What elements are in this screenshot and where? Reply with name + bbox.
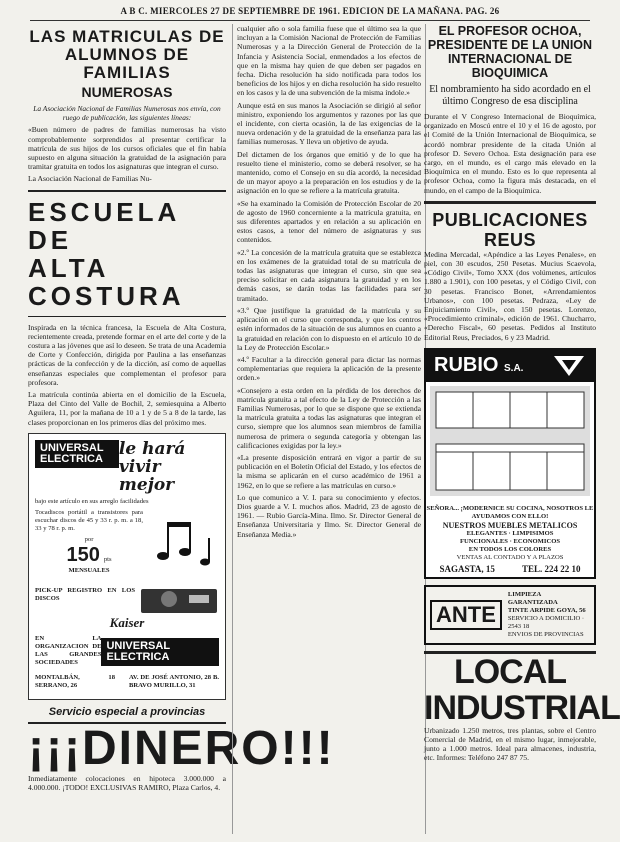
kaiser-brand: Kaiser (109, 614, 145, 630)
rubio-phone: TEL. 224 22 10 (521, 563, 581, 574)
universal-electrica-ad (28, 433, 226, 700)
article-paragraph: «La presente disposición entrará en vigor a partir de su publicación en el Boletín Oficial del Estado, y los efectos de la misma se aplicarán en el curso académico de 1961 a 1962, en lo que se refiere a las matrículas en curso.» (237, 452, 421, 490)
ante-line-2: TINTE ARPIDE GOYA, 56 (507, 606, 586, 614)
reus-headline: PUBLICACIONES REUS (424, 201, 596, 250)
ante-line-4: ENVIOS DE PROVINCIAS (507, 630, 584, 638)
music-notes-icon (149, 512, 219, 572)
article-paragraph: cualquier año o sola familia fuese que el último sea la que incluyan a la Comisión Nacional de Protección de Familias Numerosas y a la Dirección General de Protección de la Infancia y Asistencia Social, enmendados a los efectos de que en la misma hay quien de que deben ser pagados en fecha. Dicha resolución ha sido notificada para todos los beneficios de los hijos y en dicha resolución ha sido resuelto en los casos y la de una subvención de la misma índole.» (237, 24, 421, 98)
page-header: A B C. MIERCOLES 27 DE SEPTIEMBRE DE 1961. EDICION DE LA MAÑANA. PAG. 26 (30, 6, 590, 21)
universal-logo-2: UNIVERSAL ELECTRICA (101, 638, 219, 666)
rubio-line-6: VENTAS AL CONTADO Y A PLAZOS (456, 553, 564, 561)
escuela-title-2: ALTA COSTURA (28, 252, 185, 311)
universal-logo: UNIVERSAL ELECTRICA (35, 440, 119, 468)
escuela-title-1: ESCUELA DE (28, 196, 180, 255)
rubio-title (426, 350, 594, 382)
servicio-provincias: Servicio especial a provincias (48, 705, 206, 718)
article-paragraph: Del dictamen de los órganos que emitió y de lo que ha resuelto tiene el ministerio, como se deberá resolver, se ha mantenido, como el Consejo en su día acordó, la necesidad de un mayor apoyo a la preparación en los estudios y de la asignación en lo que se refiere a la matrícula gratuita. (237, 149, 421, 196)
ante-logo: ANTE (430, 600, 502, 630)
rubio-line-2: NUESTROS MUEBLES METALICOS (442, 520, 578, 530)
matriculas-lead: La Asociación Nacional de Familias Numerosas nos envía, con ruego de publicación, las siguientes líneas: (33, 104, 221, 123)
rubio-sa: S.A. (504, 363, 524, 375)
ad-org: EN LA ORGANIZACION DE LAS GRANDES SOCIEDADES (35, 634, 102, 666)
rubio-logo: RUBIO (434, 354, 499, 377)
ad-price-block (35, 536, 143, 575)
ad-slogan: le hará vivir mejor (118, 438, 186, 495)
rubio-line-4: FUNCIONALES · ECONOMICOS (459, 537, 561, 545)
ante-line-3: SERVICIO A DOMICILIO · 2543 18 (507, 614, 585, 630)
ochoa-paragraph: Durante el V Congreso Internacional de Bioquímica, organizado en Moscú entre el 10 y el 16 de agosto, por el Comité de la Unión Internacional de Bioquímica, se acordó nombrar presidente de la citada Unión al profesor D. Severo Ochoa. Esta designación para ese cargo, en el mundo, es el cargo más elevado en la Bioquímica en el mundo. Esto es lo que representa al profesor Ochoa, como la figura más destacada, en el mundo, en el campo de la Bioquímica. (424, 112, 596, 195)
ochoa-subheadline: El nombramiento ha sido acordado en el último Congreso de esa disciplina (429, 84, 591, 107)
article-paragraph: «4.º Facultar a la dirección general para dictar las normas complementarias que requiera la aplicación de la presente orden.» (237, 354, 421, 383)
rubio-ad (424, 348, 596, 579)
local-headline: LOCAL INDUSTRIAL (424, 652, 620, 727)
ad-tocadiscos: Tocadiscos portátil a transistores para escuchar discos de 45 y 33 r. p. m. a 18, 33 y 78 r. p. m. (35, 508, 143, 532)
ad-pick-up: PICK-UP REGISTRO EN LOS DISCOS (35, 587, 135, 603)
ochoa-headline: EL PROFESOR OCHOA, PRESIDENTE DE LA UNION INTERNACIONAL DE BIOQUIMICA (427, 24, 593, 80)
ad-address-2: AV. DE JOSÉ ANTONIO, 28 B. BRAVO MURILLO, 31 (129, 673, 219, 689)
rubio-emblem-icon (552, 354, 586, 378)
ad-price: 150 (66, 543, 100, 566)
ad-price-suffix: pts (103, 555, 112, 563)
ad-price-unit: MENSUALES (68, 566, 110, 574)
ante-line-1: LIMPIEZA GARANTIZADA (507, 590, 558, 606)
matriculas-paragraph: «Buen número de padres de familias numerosas ha visto comprobablemente sorprendidos al presentar certificar la matrícula de sus hijos de los cursos oficiales que el fin había supuesto en alguna situación la gratuidad de la asignación para tramitar gratuita en todos los asignaturas que integran el curso. (28, 125, 226, 172)
reus-text: Medina Mercadal, «Apéndice a las Leyes Penales», en piel, con 30 escudos, 250 Pesetas. Mucius Scaevola, «Código Civil», Tomo XXX (dos volúmenes, artículos 1.880 a 1.901), con 100 pesetas, y el Código Civil, con 30 pesetas. Francisco Bonet, «Arrendamientos Urbanos», con 100 pesetas. Pedraza, «Ley de Enjuiciamiento Civil», con 150 pesetas. Lorenzo, «Procedimiento criminal», edición de 1961. Chucharro, «Derecho Fiscal», 60 pesetas. Pedidos al Instituto Editorial Reus, Preciados, 6 y 23 Madrid. (424, 249, 596, 342)
article-paragraph: Lo que comunico a V. I. para su conocimiento y efectos. Dios guarde a V. I. muchos años. Madrid, 23 de agosto de 1961. — Rubio García-Mina. Ilmo. Sr. Director General de Enseñanza Universitaria y Ilmo. Sr. Director General de Enseñanza Media.» (237, 492, 421, 539)
column-middle (232, 24, 426, 834)
rubio-address: SAGASTA, 15 (439, 563, 495, 574)
ad-address-1: MONTALBÁN, 18 SERRANO, 26 (35, 673, 115, 689)
ad-text: bajo este artículo en sus arreglo facilidades (35, 497, 149, 505)
ad-price-por: por (84, 535, 94, 543)
column-right (424, 24, 620, 834)
article-paragraph: Aunque está en sus manos la Asociación se dirigió al señor ministro, exponiendo los argumentos y razones por las que el incidente, con cierta ocasión, la de las exigencias de la nueva ordenación y de la gratuidad de la enseñanza para las familias numerosas. Y lleva un objetivo de ayuda. (237, 100, 421, 147)
article-paragraph: «2.º La concesión de la matrícula gratuita que se establezca en los exámenes de la gratuidad total de su matrícula de todas las asignaturas que integran el curso, sin que sea preciso solicitar en cada asignatura la gratuidad y en los demás casos, se darán todas las facilidades para ser tramitado. (237, 247, 421, 303)
ante-ad (424, 585, 596, 645)
article-paragraph: «Se ha examinado la Comisión de Protección Escolar de 20 de agosto de 1960 concerniente a la matrícula gratuita, en sus diferentes apartados y en relación a su aplicación en estos casos, a tenor del número de asignaturas y sus contenidos. (237, 198, 421, 245)
rubio-line-1: SEÑORA... ¡MODERNICE SU COCINA, NOSOTROS LE AYUDAMOS CON ELLO! (426, 504, 594, 520)
matriculas-headline-2: NUMEROSAS (81, 84, 173, 100)
escuela-headline (28, 190, 226, 317)
kitchen-furniture-image (430, 386, 590, 496)
rubio-line-5: EN TODOS LOS COLORES (468, 545, 552, 553)
escuela-paragraph: La matrícula continúa abierta en el domicilio de la Escuela, Plaza del Cinto del Valle de Bochil, 2, semiesquina a Alberto Aguilera, 11, por la mañana de 10 a 1 y de 5 a 8 de la tarde, las clases proporcionan en los primeros días del próximo mes. (28, 390, 226, 427)
local-text: Urbanizado 1.250 metros, tres plantas, sobre el Centro Comercial de Madrid, en el mismo lugar, inmejorable, junto a 1.000 metros. Ideal para almacenes, industria, etc. Informes: Teléfono 247 87 75. (424, 725, 596, 763)
escuela-paragraph: Inspirada en la técnica francesa, la Escuela de Alta Costura, recientemente creada, pretende formar en el arte del corte y de la costura a las jóvenes que así lo deseen. Se trata de una Academia de Corte y Confección, dirigida por Paulina a las enseñanzas prácticas de la confección y de la dicción, así como de aquellas enseñanzas especiales que complementan el profesor para profesora. (28, 322, 226, 387)
article-paragraph: «Consejero a esta orden en la pérdida de los derechos de matrícula gratuita a tal efecto de la Ley de Protección a las Familias Numerosas, por lo que se dispone que se extienda la matrícula gratuita a todas las asignaturas que integran el curso, siempre que los alumnos sean miembros de familia numerosa de primera o segunda categoría y obtengan las calificaciones exigidas por la ley.» (237, 385, 421, 450)
matriculas-paragraph: La Asociación Nacional de Familias Nu- (28, 174, 152, 184)
article-paragraph: «3.º Que justifique la gratuidad de la matrícula y su aplicación en el curso que corresponda, y que los centros estén informados de la situación de sus alumnos en cuanto a la gratuidad en relación con lo dispuesto en el artículo 10 de la Ley de Protección Escolar.» (237, 305, 421, 352)
record-player-icon (139, 579, 219, 615)
dinero-text: Inmediatamente colocaciones en hipoteca 3.000.000 a 4.000.000. ¡TODO! EXCLUSIVAS RAMIRO, Plaza Carlos, 4. (28, 773, 226, 793)
matriculas-headline: LAS MATRICULAS DE ALUMNOS DE FAMILIAS (29, 27, 225, 82)
rubio-line-3: ELEGANTES · LIMPISIMOS (466, 529, 554, 537)
dinero-headline: ¡¡¡DINERO!!! (28, 721, 335, 775)
